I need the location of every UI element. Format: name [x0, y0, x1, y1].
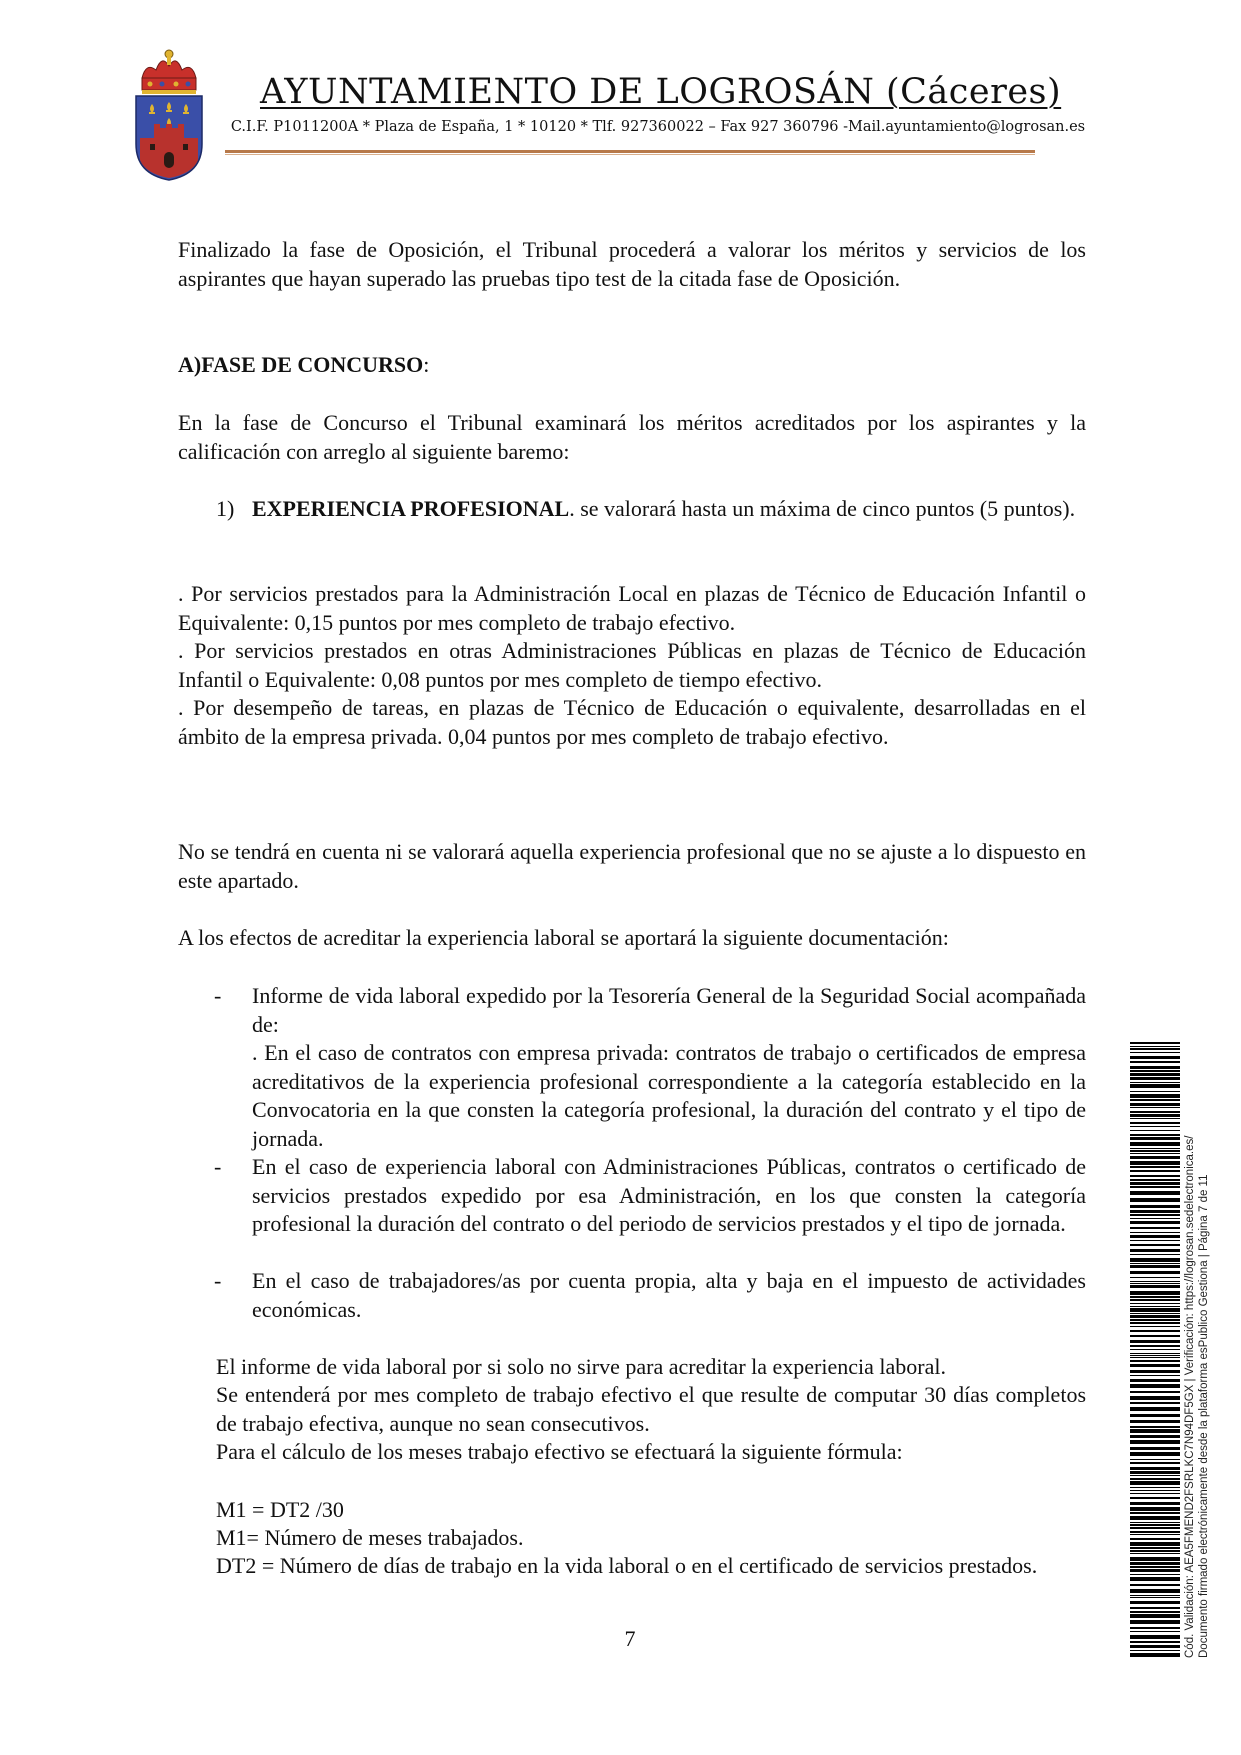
- list-dash: -: [214, 1268, 222, 1293]
- item-experiencia: [252, 495, 1086, 524]
- barcode-bar: [1130, 1627, 1180, 1629]
- section-heading: [178, 351, 1086, 380]
- barcode-bar: [1130, 1265, 1180, 1268]
- barcode-bar: [1130, 1244, 1180, 1246]
- barcode-bar: [1130, 1091, 1180, 1092]
- barcode-bar: [1130, 1349, 1180, 1350]
- barcode-bar: [1130, 1611, 1180, 1613]
- barcode-bar: [1130, 1218, 1180, 1219]
- barcode-bar: [1130, 1481, 1180, 1485]
- barcode-bar: [1130, 1137, 1180, 1140]
- barcode-bar: [1130, 1478, 1180, 1480]
- barcode-bar: [1130, 1497, 1180, 1499]
- barcode-bar: [1130, 1186, 1180, 1188]
- barcode-bar: [1130, 1205, 1180, 1208]
- barcode-bar: [1130, 1357, 1180, 1358]
- barcode-bar: [1130, 1597, 1180, 1598]
- barcode-bar: [1130, 1148, 1180, 1149]
- intro-paragraph: Finalizado la fase de Oposición, el Tribunal procederá a valorar los méritos y servicios de los aspirantes que hayan superado las pruebas tipo test de la citada fase de Oposición.: [178, 237, 1086, 291]
- barcode-bar: [1130, 1396, 1180, 1400]
- barcode-bar: [1130, 1614, 1180, 1618]
- barcode-bar: [1130, 1607, 1180, 1609]
- doc-item-vida-laboral: Informe de vida laboral expedido por la Tesorería General de la Seguridad Social acompañada de:: [252, 983, 1086, 1037]
- barcode-bar: [1130, 1353, 1180, 1354]
- page-number: 7: [624, 1626, 636, 1651]
- formula-line: M1 = DT2 /30: [216, 1497, 344, 1522]
- item-number: 1): [216, 496, 235, 521]
- barcode-bar: [1130, 1370, 1180, 1373]
- barcode-bar: [1130, 1645, 1180, 1648]
- barcode-bar: [1130, 1502, 1180, 1505]
- barcode-bar: [1130, 1084, 1180, 1088]
- no-valorar-paragraph: No se tendrá en cuenta ni se valorará aquella experiencia profesional que no se ajuste a lo dispuesto en este apartado.: [178, 839, 1086, 893]
- barcode-bar: [1130, 1254, 1180, 1255]
- barcode-bar: [1130, 1620, 1180, 1624]
- barcode-bar: [1130, 1210, 1180, 1213]
- barcode-bar: [1130, 1507, 1180, 1511]
- barcode-bar: [1130, 1042, 1180, 1044]
- barcode-bar: [1130, 1538, 1180, 1540]
- barcode-bar: [1130, 1462, 1180, 1464]
- barcode-bar: [1130, 1170, 1180, 1172]
- section-heading-colon: :: [423, 352, 430, 377]
- header-title: AYUNTAMIENTO DE LOGROSÁN (Cáceres): [260, 72, 1062, 112]
- barcode-bar: [1130, 1179, 1180, 1181]
- barcode-bar: [1130, 1306, 1180, 1307]
- barcode-bar: [1130, 1420, 1180, 1423]
- barcode-bar: [1130, 1531, 1180, 1533]
- barcode-bar: [1130, 1175, 1180, 1177]
- barcode-bar: [1130, 1550, 1180, 1552]
- barcode-bar: [1130, 1277, 1180, 1278]
- barcode-bar: [1130, 1524, 1180, 1526]
- doc-item-admin-publicas: En el caso de experiencia laboral con Administraciones Públicas, contratos o certificado de servicios prestados expedido por esa Administración, en los que consten la categoría profesional la duración del contrato o del periodo de servicios prestados y el tipo de jornada.: [252, 1154, 1086, 1236]
- barcode-bar: [1130, 1114, 1180, 1117]
- header-divider: [225, 150, 1035, 153]
- barcode-bar: [1130, 1569, 1180, 1572]
- barcode-bar: [1130, 1235, 1180, 1238]
- closing-line-1: El informe de vida laboral por si solo no sirve para acreditar la experiencia laboral.: [216, 1354, 946, 1379]
- closing-line-3: Para el cálculo de los meses trabajo efectivo se efectuará la siguiente fórmula:: [216, 1439, 903, 1464]
- barcode-bar: [1130, 1340, 1180, 1343]
- barcode-bar: [1130, 1221, 1180, 1224]
- barcode-bar: [1130, 1130, 1180, 1131]
- section-heading-label: A)FASE DE CONCURSO: [178, 352, 424, 377]
- barcode-bar: [1130, 1214, 1180, 1216]
- barcode-bar: [1130, 1375, 1180, 1376]
- service-empresa-privada: . Por desempeño de tareas, en plazas de Técnico de Educación o equivalente, desarrolladas en el ámbito de la empresa privada. 0,04 puntos por mes completo de trabajo efectivo.: [178, 695, 1086, 749]
- barcode-bar: [1130, 1046, 1180, 1047]
- list-dash: -: [214, 983, 222, 1008]
- barcode-bar: [1130, 1319, 1180, 1321]
- barcode-bar: [1130, 1118, 1180, 1119]
- barcode-bar: [1130, 1589, 1180, 1593]
- barcode-bar: [1130, 1641, 1180, 1643]
- barcode-bar: [1130, 1650, 1180, 1651]
- barcode-bar: [1130, 1542, 1180, 1546]
- item-experiencia-text: . se valorará hasta un máxima de cinco puntos (5 puntos).: [569, 496, 1076, 521]
- barcode-bar: [1130, 1308, 1180, 1312]
- municipal-crest-icon: [130, 48, 208, 182]
- header-divider-thin: [225, 154, 1035, 155]
- barcode-bar: [1130, 1271, 1180, 1274]
- barcode-bar: [1130, 1475, 1180, 1476]
- barcode-bar: [1130, 1527, 1180, 1529]
- barcode-bar: [1130, 1584, 1180, 1586]
- barcode-bar: [1130, 1653, 1180, 1657]
- barcode-bar: [1130, 1061, 1180, 1063]
- barcode-bar: [1130, 1052, 1180, 1053]
- barcode-bar: [1130, 1107, 1180, 1108]
- barcode-bar: [1130, 1407, 1180, 1411]
- barcode-bar: [1130, 1077, 1180, 1080]
- barcode-bar: [1130, 1467, 1180, 1470]
- barcode-bar: [1130, 1103, 1180, 1106]
- barcode-icon: [1130, 1042, 1180, 1662]
- barcode-bar: [1130, 1459, 1180, 1460]
- barcode-bar: [1130, 1150, 1180, 1152]
- barcode-bar: [1130, 1326, 1180, 1327]
- validation-text: [1183, 1038, 1211, 1658]
- barcode-bar: [1130, 1240, 1180, 1241]
- doc-item-cuenta-propia: En el caso de trabajadores/as por cuenta propia, alta y baja en el impuesto de actividades económicas.: [252, 1268, 1086, 1322]
- barcode-bar: [1130, 1595, 1180, 1596]
- barcode-bar: [1130, 1577, 1180, 1581]
- barcode-bar: [1130, 1522, 1180, 1523]
- barcode-bar: [1130, 1379, 1180, 1382]
- barcode-bar: [1130, 1296, 1180, 1298]
- barcode-bar: [1130, 1490, 1180, 1491]
- barcode-bar: [1130, 1635, 1180, 1639]
- service-otras-admin: . Por servicios prestados en otras Administraciones Públicas en plazas de Técnico de Educación Infantil o Equivalente: 0,08 puntos por mes completo de tiempo efectivo.: [178, 638, 1086, 692]
- barcode-bar: [1130, 1191, 1180, 1195]
- barcode-bar: [1130, 1122, 1180, 1124]
- barcode-bar: [1130, 1134, 1180, 1136]
- barcode-bar: [1130, 1258, 1180, 1262]
- barcode-bar: [1130, 1161, 1180, 1165]
- barcode-bar: [1130, 1471, 1180, 1474]
- barcode-bar: [1130, 1322, 1180, 1324]
- barcode-bar: [1130, 1384, 1180, 1388]
- barcode-bar: [1130, 1574, 1180, 1575]
- barcode-bar: [1130, 1249, 1180, 1252]
- barcode-bar: [1130, 1345, 1180, 1347]
- barcode-bar: [1130, 1198, 1180, 1202]
- barcode-bar: [1130, 1291, 1180, 1295]
- barcode-bar: [1130, 1263, 1180, 1264]
- barcode-bar: [1130, 1082, 1180, 1083]
- barcode-bar: [1130, 1487, 1180, 1488]
- barcode-bar: [1130, 1557, 1180, 1561]
- barcode-bar: [1130, 1166, 1180, 1168]
- barcode-bar: [1130, 1232, 1180, 1233]
- validation-line-1: Cód. Validación: AEA5FMEND2FSRLKC7N94DF5GX | Verificación: https://logrosan.sedelectronica.es/: [1184, 1135, 1196, 1658]
- doc-intro: A los efectos de acreditar la experiencia laboral se aportará la siguiente documentación:: [178, 925, 949, 950]
- barcode-bar: [1130, 1402, 1180, 1404]
- barcode-bar: [1130, 1447, 1180, 1450]
- barcode-bar: [1130, 1227, 1180, 1229]
- barcode-bar: [1130, 1391, 1180, 1393]
- concurso-intro: En la fase de Concurso el Tribunal examinará los méritos acreditados por los aspirantes y la calificación con arreglo al siguiente baremo:: [178, 410, 1086, 464]
- closing-line-2: Se entenderá por mes completo de trabajo efectivo el que resulte de computar 30 días completos de trabajo efectiva, aunque no sean consecutivos.: [216, 1382, 1086, 1436]
- formula-dt2-definition: DT2 = Número de días de trabajo en la vida laboral o en el certificado de servicios prestados.: [216, 1553, 1038, 1578]
- barcode-bar: [1130, 1360, 1180, 1362]
- barcode-bar: [1130, 1440, 1180, 1444]
- barcode-bar: [1130, 1330, 1180, 1332]
- header-contact-line: C.I.F. P1011200A * Plaza de España, 1 * 10120 * Tlf. 927360022 – Fax 927 360796 -Mail.ayuntamiento@logrosan.es: [230, 119, 1086, 135]
- barcode-bar: [1130, 1299, 1180, 1301]
- barcode-bar: [1130, 1313, 1180, 1314]
- barcode-bar: [1130, 1534, 1180, 1535]
- barcode-bar: [1130, 1066, 1180, 1069]
- validation-line-2: Documento firmado electrónicamente desde la plataforma esPublico Gestiona | Página 7 de 11: [1198, 1174, 1210, 1658]
- barcode-bar: [1130, 1315, 1180, 1318]
- barcode-bar: [1130, 1493, 1180, 1494]
- barcode-bar: [1130, 1283, 1180, 1284]
- barcode-bar: [1130, 1070, 1180, 1072]
- doc-item-empresa-privada: . En el caso de contratos con empresa privada: contratos de trabajo o certificados de empresa acreditativos de la experiencia profesional correspondiente a la categoría establecido en la Convocatoria en la que consten la categoría profesional, la duración del contrato y el tipo de jornada.: [252, 1040, 1086, 1151]
- barcode-bar: [1130, 1547, 1180, 1549]
- barcode-bar: [1130, 1073, 1180, 1076]
- barcode-bar: [1130, 1048, 1180, 1050]
- service-admin-local: . Por servicios prestados para la Administración Local en plazas de Técnico de Educación Infantil o Equivalente: 0,15 puntos por mes completo de trabajo efectivo.: [178, 581, 1086, 635]
- barcode-bar: [1130, 1303, 1180, 1304]
- barcode-bar: [1130, 1142, 1180, 1146]
- barcode-bar: [1130, 1153, 1180, 1154]
- barcode-bar: [1130, 1452, 1180, 1456]
- barcode-bar: [1130, 1156, 1180, 1159]
- barcode-bar: [1130, 1182, 1180, 1185]
- barcode-bar: [1130, 1094, 1180, 1098]
- barcode-bar: [1130, 1601, 1180, 1604]
- barcode-bar: [1130, 1335, 1180, 1337]
- barcode-bar: [1130, 1516, 1180, 1520]
- barcode-bar: [1130, 1364, 1180, 1367]
- barcode-bar: [1130, 1281, 1180, 1282]
- barcode-bar: [1130, 1553, 1180, 1554]
- item-experiencia-label: EXPERIENCIA PROFESIONAL: [252, 496, 570, 521]
- barcode-bar: [1130, 1631, 1180, 1632]
- barcode-bar: [1130, 1426, 1180, 1428]
- formula-m1-definition: M1= Número de meses trabajados.: [216, 1525, 524, 1550]
- barcode-bar: [1130, 1056, 1180, 1059]
- list-dash: -: [214, 1154, 222, 1179]
- barcode-bar: [1130, 1285, 1180, 1288]
- barcode-bar: [1130, 1566, 1180, 1568]
- barcode-bar: [1130, 1429, 1180, 1433]
- barcode-bar: [1130, 1435, 1180, 1438]
- barcode-bar: [1130, 1126, 1180, 1127]
- barcode-bar: [1130, 1562, 1180, 1565]
- barcode-bar: [1130, 1355, 1180, 1356]
- barcode-bar: [1130, 1099, 1180, 1101]
- barcode-bar: [1130, 1512, 1180, 1514]
- barcode-bar: [1130, 1414, 1180, 1417]
- barcode-bar: [1130, 1111, 1180, 1113]
